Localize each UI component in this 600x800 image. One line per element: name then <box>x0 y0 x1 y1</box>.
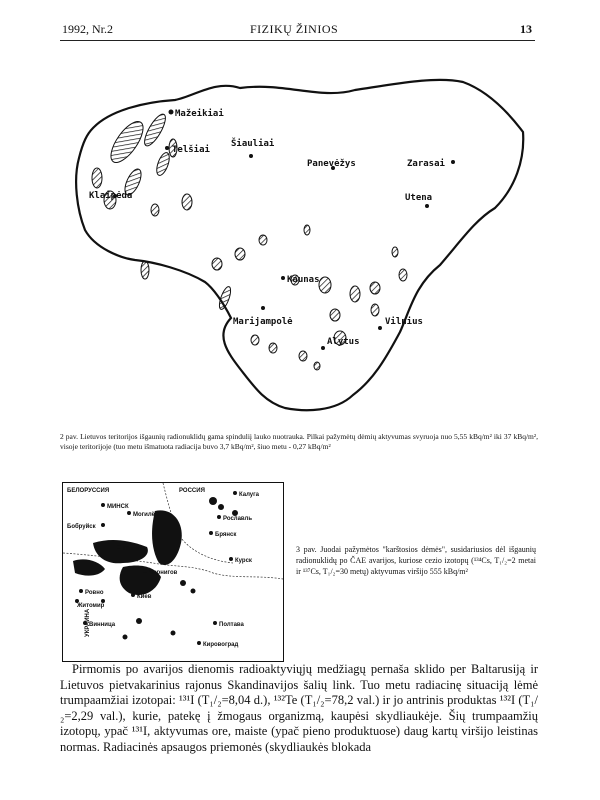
inset-hotspots <box>73 497 238 640</box>
map-label-panevezys: Panevėžys <box>307 159 356 169</box>
page-number: 13 <box>520 22 532 36</box>
inset-label-russia: РОССИЯ <box>179 488 205 494</box>
lithuania-map <box>55 70 535 430</box>
inset-label-vinnitsa: Винница <box>89 622 116 628</box>
figure-2-caption: 2 pav. Lietuvos teritorijos išgaunių radionuklidų gama spinduliį lauko nuotrauka. Pilkai pažymėtų dėmių aktyvumas svyruoja nuo 5,55 kBq/m² iki 37 kBq/m², visoje teritorijoje (tuo metu išmatuota radiacija buvo 3,7 kBq/m², šiuo metu - 0,27 kBq/m² <box>60 432 538 451</box>
inset-label-roslavl: Рославль <box>223 516 253 522</box>
map-label-siauliai: Šiauliai <box>231 139 275 149</box>
inset-label-minsk: МИНСК <box>107 504 129 510</box>
inset-label-kiev: Киев <box>137 594 152 600</box>
header-rule <box>60 40 535 41</box>
inset-label-kursk: Курск <box>235 558 252 564</box>
inset-label-bobruisk: Бобруйск <box>67 524 96 530</box>
map-label-marijampole: Marijampolė <box>233 317 293 327</box>
chernobyl-inset-map <box>62 482 284 662</box>
body-text <box>60 662 538 755</box>
hotspots <box>92 111 407 370</box>
inset-label-zhitomir: Житомир <box>77 603 105 609</box>
inset-label-kaluga: Калуга <box>239 492 259 498</box>
inset-label-kirovograd: Кировоград <box>203 642 239 648</box>
inset-label-ukraine: УКРАИНА <box>85 608 91 637</box>
map-label-zarasai: Zarasai <box>407 159 445 169</box>
map-label-utena: Utena <box>405 193 433 203</box>
figure-3-caption: 3 pav. Juodai pažymėtos "karštosios dėmės", susidariusios dėl išgaunių radionuklidų po ČAE avarijos, kuriose cezio izotopų (¹³⁴Cs, T₁/₂=2 metai ir ¹³⁷Cs, T₁/₂=30 metų) aktyvumas viršijo 555 kBq/m² <box>296 545 536 576</box>
inset-label-rovno: Ровно <box>85 590 104 596</box>
journal-title: FIZIKŲ ŽINIOS <box>250 22 339 36</box>
body-paragraph: Pirmomis po avarijos dienomis radioaktyviųjų medžiagų pernaša sklido per Baltarusiją ir Lietuvos pietvakarinius rajonus Skandinavijos šalių link. Tuo metu radiacinę situaciją lėmė trumpaamžiai izotopai: ¹³¹I (T₁/₂=8,04 d.), ¹³²Te (T₁/₂=78,2 val.) ir jo antrinis produktas ¹³²I (T₁/₂=2,29 val.), kurie, patekę į žmogaus organizmą, kaupėsi skydliaukėje. Šių trumpaamžių izotopų, ypač ¹³¹I, aktyvumas ore, maiste (ypač pieno produktuose) daug kartų viršijo leistinas normas. Radiacinės apsaugos priemonės (skydliaukės blokada <box>60 662 538 754</box>
lithuania-map-svg <box>55 70 535 430</box>
map-label-klaipeda: Klaipėda <box>89 191 133 201</box>
inset-map-svg <box>63 483 283 661</box>
inset-label-poltava: Полтава <box>219 622 244 628</box>
inset-label-bryansk: Брянск <box>215 532 237 538</box>
issue-number: 1992, Nr.2 <box>62 22 113 36</box>
inset-label-mogilev: Могилёв <box>133 512 159 518</box>
map-label-telsiai: Telšiai <box>172 145 210 155</box>
inset-label-belarus: БЕЛОРУССИЯ <box>67 488 110 494</box>
map-label-mazeikiai: Mažeikiai <box>175 109 224 119</box>
map-label-alytus: Alytus <box>327 337 360 347</box>
map-label-kaunas: Kaunas <box>287 275 320 285</box>
map-label-vilnius: Vilnius <box>385 317 423 327</box>
inset-label-gomel: Гомель <box>123 546 145 552</box>
inset-label-chernigov: Чернигов <box>149 570 178 576</box>
city-markers <box>113 110 455 351</box>
